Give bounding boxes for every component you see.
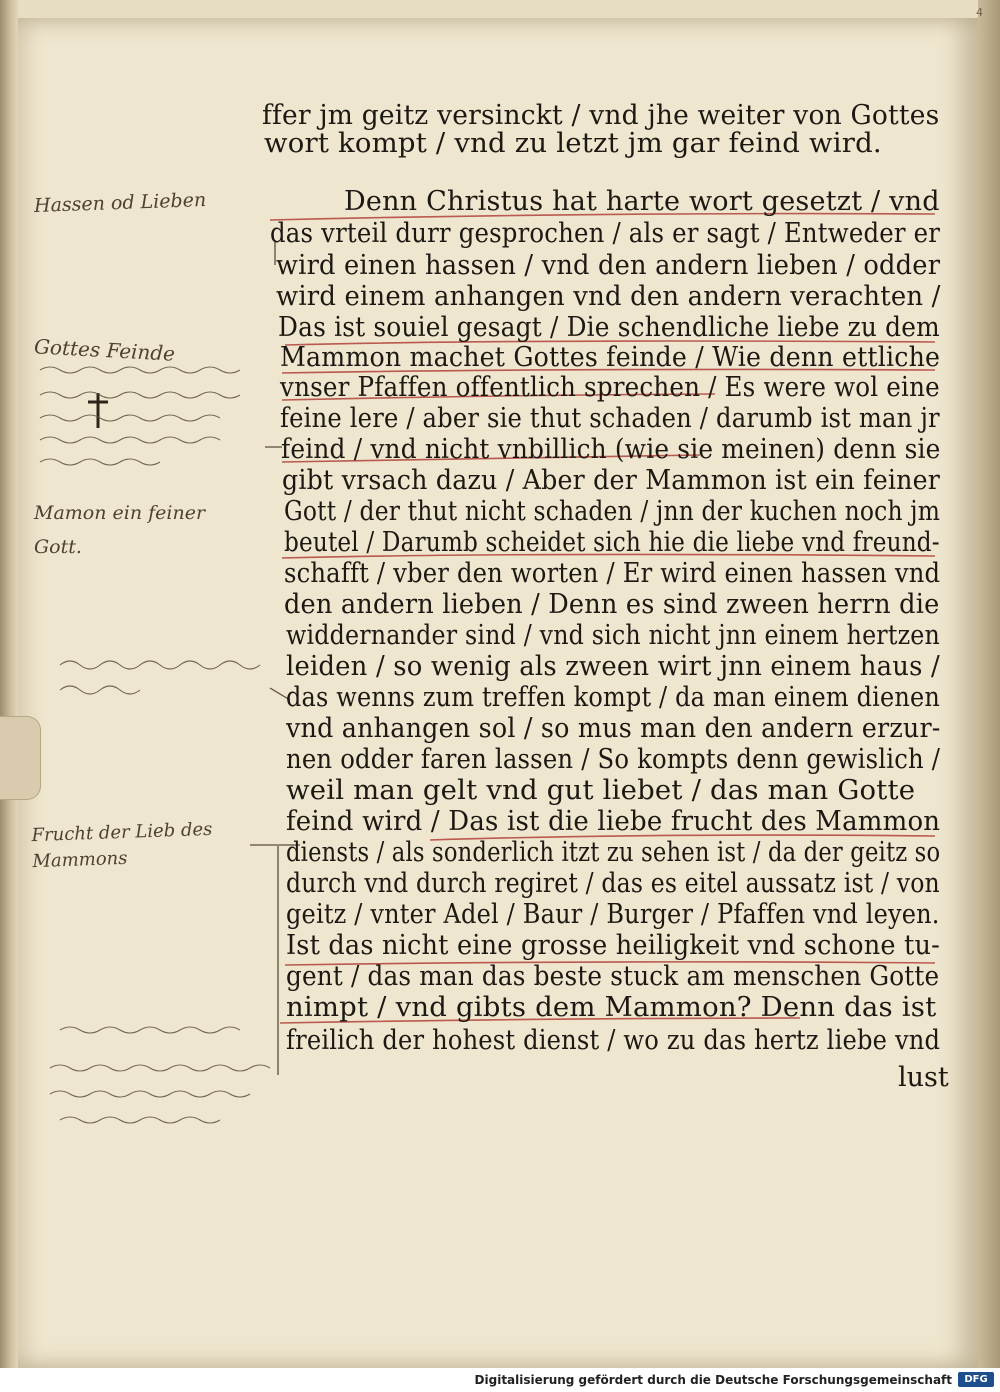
text-line-24: diensts / als sonderlich itzt zu sehen ist / da der geitz so [286,836,941,868]
text-line-2: wort kompt / vnd zu letzt jm gar feind wird. [264,127,882,159]
text-line-21: nen odder faren lassen / So kompts denn gewislich / [286,743,941,775]
text-line-1: ffer jm geitz versinckt / vnd jhe weiter von Gottes [262,99,940,131]
text-line-17: widdernander sind / vnd sich nicht jnn einem hertzen [286,619,940,651]
text-line-26: geitz / vnter Adel / Baur / Burger / Pfaffen vnd leyen. [286,898,940,930]
manuscript-cross-icon [88,393,108,428]
text-line-7: Das ist souiel gesagt / Die schendliche liebe zu dem [278,311,940,343]
text-line-29: nimpt / vnd gibts dem Mammon? Denn das ist [286,991,937,1023]
text-line-27: Ist das nicht eine grosse heiligkeit vnd schone tu- [286,929,941,961]
text-line-20: vnd anhangen sol / so mus man den andern erzur- [286,712,941,744]
text-line-13: Gott / der thut nicht schaden / jnn der kuchen noch jm [284,495,941,527]
catchword: lust [898,1062,949,1093]
footer-bar [0,1368,1000,1392]
margin-note-line: Gottes Feinde [33,334,176,366]
text-line-18: leiden / so wenig als zween wirt jnn einem haus / [286,650,940,682]
text-line-16: den andern lieben / Denn es sind zween herrn die [284,588,940,620]
text-line-5: wird einen hassen / vnd den andern lieben / odder [276,249,941,281]
text-line-4: das vrteil durr gesprochen / als er sagt / Entweder er [270,217,941,249]
margin-note-line: Gott. [34,536,82,558]
margin-note-line: Mammons [32,847,128,873]
margin-note-mamon [34,496,205,564]
text-line-11: feind / vnd nicht vnbillich (wie sie meinen) denn sie [281,433,941,465]
dfg-logo-icon: DFG [958,1372,994,1387]
text-line-9: vnser Pfaffen offentlich sprechen / Es were wol eine [280,371,940,403]
text-line-3: Denn Christus hat harte wort gesetzt / vnd [344,185,940,217]
text-line-23: feind wird / Das ist die liebe frucht des Mammon [286,805,941,837]
footer-credit: Digitalisierung gefördert durch die Deutsche Forschungsgemeinschaft [474,1373,952,1387]
text-line-12: gibt vrsach dazu / Aber der Mammon ist ein feiner [282,464,941,496]
margin-note-line: Mamon ein feiner [34,502,206,524]
text-line-30: freilich der hohest dienst / wo zu das hertz liebe vnd [286,1024,941,1056]
margin-note-line: Hassen od Lieben [33,189,207,217]
text-line-8: Mammon machet Gottes feinde / Wie denn ettliche [280,341,941,373]
text-line-6: wird einem anhangen vnd den andern verachten / [276,280,941,312]
text-line-19: das wenns zum treffen kompt / da man einem dienen [286,681,940,713]
text-line-14: beutel / Darumb scheidet sich hie die liebe vnd freund- [284,526,940,558]
text-line-25: durch vnd durch regiret / das es eitel aussatz ist / von [286,867,940,899]
margin-note-frucht [31,817,214,875]
margin-note-line: Frucht der Lieb des [31,818,213,847]
folio-number: 4 [976,6,983,19]
marginal-scribbles [40,367,270,1123]
text-line-15: schafft / vber den worten / Er wird einen hassen vnd [284,557,941,589]
text-line-10: feine lere / aber sie thut schaden / darumb ist man jr [280,402,940,434]
text-line-28: gent / das man das beste stuck am menschen Gotte [286,960,940,992]
text-line-22: weil man gelt vnd gut liebet / das man Gotte [286,774,916,806]
